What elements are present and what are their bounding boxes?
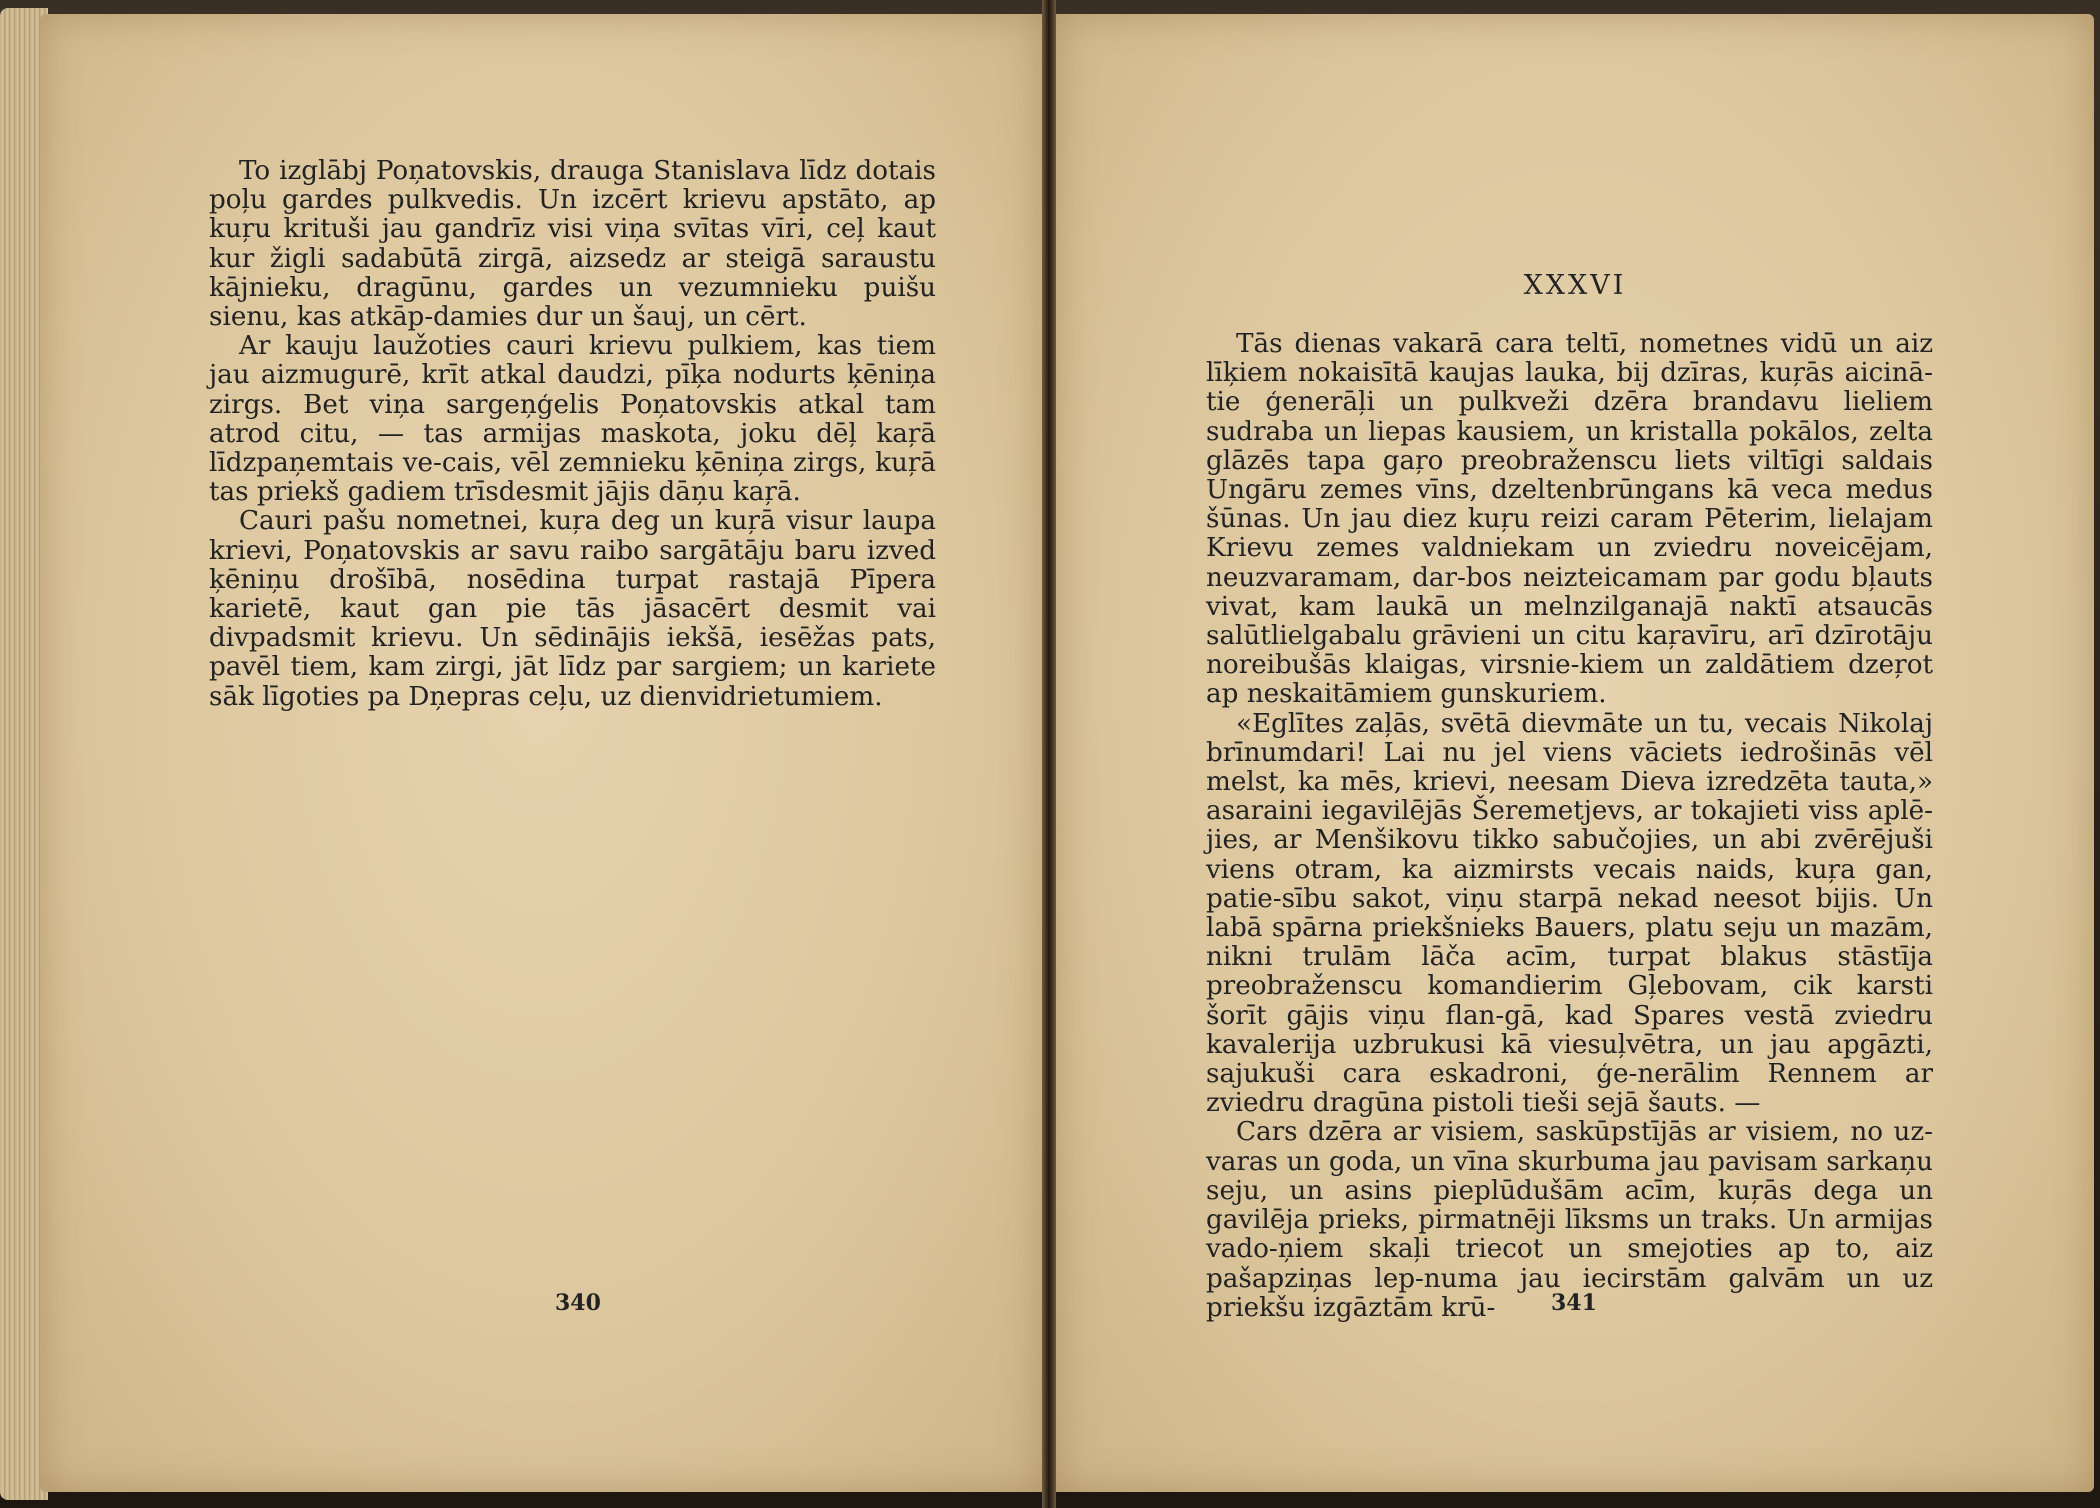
page-number-right: 341 — [1551, 1290, 1597, 1316]
book-gutter — [1042, 0, 1056, 1508]
chapter-heading: XXXVI — [1523, 270, 1627, 301]
paragraph: Cauri pašu nometnei, kuŗa deg un kuŗā visur laupa krievi, Poņatovskis ar savu raibo sargātāju baru izved ķēniņu drošībā, nosēdina turpat rastajā Pīpera karietē, kaut gan pie tās jāsacērt desmit vai divpadsmit krievu. Un sēdinājis iekšā, iesēžas pats, pavēl tiem, kam zirgi, jāt līdz par sargiem; un kariete sāk līgoties pa Dņepras ceļu, uz dienvidrietumiem. — [209, 506, 936, 712]
paragraph: Cars dzēra ar visiem, saskūpstījās ar visiem, no uz-varas un goda, un vīna skurbuma jau pavisam sarkaņu seju, un asins pieplūdušām acīm, kuŗās dega un gavilēja prieks, pirmatnēji līksms un traks. Un armijas vado-ņiem skaļi triecot un smejoties ap to, aiz pašapziņas lep-numa jau iecirstām galvām un uz priekšu izgāztām krū- — [1206, 1117, 1933, 1323]
page-number-left: 340 — [555, 1290, 601, 1316]
left-page-text — [209, 157, 936, 712]
paragraph: Ar kauju laužoties cauri krievu pulkiem, kas tiem jau aizmugurē, krīt atkal daudzi, pīķa nodurts ķēniņa zirgs. Bet viņa sargeņģelis Poņatovskis atkal tam atrod citu, — tas armijas maskota, joku dēļ kaŗā līdzpaņemtais ve-cais, vēl zemnieku ķēniņa zirgs, kuŗā tas priekš gadiem trīsdesmit jājis dāņu kaŗā. — [209, 331, 936, 508]
paragraph: Tās dienas vakarā cara teltī, nometnes vidū un aiz līķiem nokaisītā kaujas lauka, bij dzīras, kuŗās aicinā-tie ģenerāļi un pulkveži dzēra brandavu lieliem sudraba un liepas kausiem, un kristalla pokālos, zelta glāzēs tapa gaŗo preobraženscu liets viltīgi saldais Ungāru zemes vīns, dzeltenbrūngans kā veca medus šūnas. Un jau diez kuŗu reizi caram Pēterim, lielajam Krievu zemes valdniekam un zviedru noveicējam, neuzvaramam, dar-bos neizteicamam par godu bļauts vivat, kam laukā un melnzilganajā naktī atsaucās salūtlielgabalu grāvieni un citu kaŗavīru, arī dzīrotāju noreibušās klaigas, virsnie-kiem un zaldātiem dzeŗot ap neskaitāmiem gunskuriem. — [1206, 329, 1933, 710]
right-page-text — [1206, 330, 1933, 1323]
paragraph: «Eglītes zaļās, svētā dievmāte un tu, vecais Nikolaj brīnumdari! Lai nu jel viens vāciets iedrošinās vēl melst, ka mēs, krievi, neesam Dieva izredzēta tauta,» asaraini iegavilējās Šeremetjevs, ar tokajieti viss aplē-jies, ar Menšikovu tikko sabučojies, un abi zvērējuši viens otram, ka aizmirsts vecais naids, kuŗa gan, patie-sību sakot, viņu starpā nekad neesot bijis. Un labā spārna priekšnieks Bauers, platu seju un mazām, nikni trulām lāča acīm, turpat blakus stāstīja preobraženscu komandierim Gļebovam, cik karsti šorīt gājis viņu flan-gā, kad Spares vestā zviedru kavalerija uzbrukusi kā viesuļvētra, un jau apgāzti, sajukuši cara eskadroni, ģe-nerālim Rennem ar zviedru dragūna pistoli tieši sejā šauts. — — [1206, 708, 1933, 1119]
paragraph: To izglābj Poņatovskis, drauga Stanislava līdz dotais poļu gardes pulkvedis. Un izcērt krievu apstāto, ap kuŗu krituši jau gandrīz visi viņa svītas vīri, ceļ kaut kur žigli sadabūtā zirgā, aizsedz ar steigā saraustu kājnieku, dragūnu, gardes un vezumnieku puišu sienu, kas atkāp-damies dur un šauj, un cērt. — [209, 156, 936, 333]
